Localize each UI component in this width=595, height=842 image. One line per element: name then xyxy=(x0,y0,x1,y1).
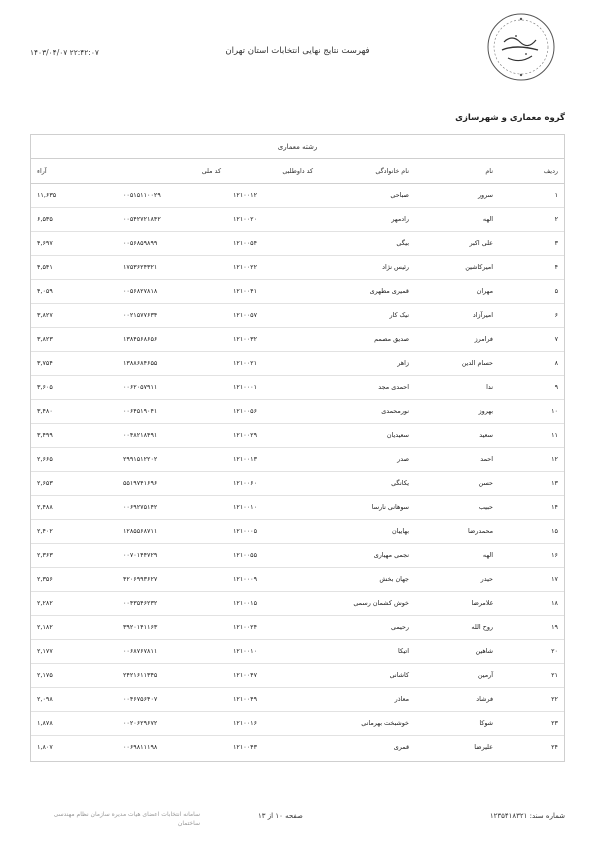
cell-row-number: ۱۴ xyxy=(499,495,564,519)
cell-first-name: آرمین xyxy=(415,663,499,687)
page-header xyxy=(0,0,595,100)
cell-national-id: ۰۰۷۰۱۴۴۷۲۹ xyxy=(117,543,227,567)
cell-first-name: سرور xyxy=(415,183,499,207)
cell-national-id: ۰۰۴۶۷۵۶۴۰۷ xyxy=(117,687,227,711)
cell-votes: ۲,۳۵۶ xyxy=(31,567,117,591)
table-row xyxy=(31,615,564,639)
cell-row-number: ۱۵ xyxy=(499,519,564,543)
cell-first-name: حیدر xyxy=(415,567,499,591)
cell-votes: ۲,۳۶۳ xyxy=(31,543,117,567)
table-row xyxy=(31,279,564,303)
cell-last-name: رادمهر xyxy=(319,207,415,231)
cell-row-number: ۱۱ xyxy=(499,423,564,447)
cell-row-number: ۱۳ xyxy=(499,471,564,495)
cell-row-number: ۲۳ xyxy=(499,711,564,735)
footer-system-note: سامانه انتخابات اعضای هیات مدیره سازمان نظام مهندسی ساختمان xyxy=(53,811,200,827)
cell-row-number: ۴ xyxy=(499,255,564,279)
cell-candidate-code: ۱۲۱۰۰۵۶ xyxy=(227,399,319,423)
cell-first-name: الهه xyxy=(415,207,499,231)
table-row xyxy=(31,231,564,255)
cell-votes: ۲,۶۶۵ xyxy=(31,447,117,471)
cell-votes: ۱,۸۰۷ xyxy=(37,743,53,752)
cell-first-name: بهروز xyxy=(415,399,499,423)
cell-candidate-code: ۱۲۱۰۰۰۹ xyxy=(227,567,319,591)
cell-candidate-code: ۱۲۱۰۰۰۱ xyxy=(227,375,319,399)
table-row xyxy=(31,735,564,759)
cell-national-id: ۰۰۵۶۸۲۷۸۱۸ xyxy=(117,279,227,303)
cell-first-name: محمدرضا xyxy=(415,519,499,543)
cell-row-number: ۳ xyxy=(499,231,564,255)
cell-national-id: ۰۰۶۸۷۶۷۸۱۱ xyxy=(117,639,227,663)
table-header-row xyxy=(31,159,564,183)
cell-votes: ۱,۸۷۸ xyxy=(31,711,117,735)
cell-votes: ۲,۱۷۵ xyxy=(31,663,117,687)
table-row xyxy=(31,207,564,231)
cell-first-name: الهه xyxy=(415,543,499,567)
cell-national-id: ۴۲۰۶۹۹۳۶۲۷ xyxy=(117,567,227,591)
cell-last-name: اتیکا xyxy=(319,639,415,663)
cell-votes: ۳,۷۵۴ xyxy=(31,351,117,375)
cell-row-number: ۶ xyxy=(499,303,564,327)
table-body xyxy=(31,183,564,759)
cell-candidate-code: ۱۲۱۰۰۴۷ xyxy=(227,663,319,687)
cell-last-name: یکانگی xyxy=(319,471,415,495)
cell-votes: ۳,۴۹۹ xyxy=(31,423,117,447)
table-row xyxy=(31,519,564,543)
cell-first-name: ندا xyxy=(415,375,499,399)
cell-candidate-code: ۱۲۱۰۰۲۴ xyxy=(227,615,319,639)
cell-first-name: فرشاد xyxy=(415,687,499,711)
cell-row-number: ۲۲ xyxy=(499,687,564,711)
cell-national-id: ۱۳۸۴۵۶۸۶۵۶ xyxy=(117,327,227,351)
cell-last-name: جهان بخش xyxy=(319,567,415,591)
cell-last-name: کاشانی xyxy=(319,663,415,687)
table-row xyxy=(31,543,564,567)
cell-candidate-code: ۱۲۱۰۰۳۲ xyxy=(227,327,319,351)
page-footer xyxy=(0,808,595,838)
table-row xyxy=(31,447,564,471)
cell-candidate-code: ۱۲۱۰۰۵۴ xyxy=(227,231,319,255)
cell-national-id: ۱۳۸۸۶۸۴۶۵۵ xyxy=(117,351,227,375)
cell-national-id: ۰۰۶۲۰۵۷۹۱۱ xyxy=(117,375,227,399)
cell-first-name: علیرضا xyxy=(474,743,493,752)
cell-row-number: ۷ xyxy=(499,327,564,351)
table-row xyxy=(31,399,564,423)
cell-candidate-code: ۱۲۱۰۰۲۲ xyxy=(227,255,319,279)
table-row xyxy=(31,303,564,327)
cell-votes: ۲,۶۵۳ xyxy=(31,471,117,495)
cell-last-name: قمری xyxy=(393,743,409,752)
cell-last-name: معاذر xyxy=(319,687,415,711)
col-header-candidate-code: کد داوطلبی xyxy=(227,159,319,183)
table-caption: رشته معماری xyxy=(31,135,564,159)
results-table xyxy=(31,159,564,759)
cell-national-id: ۰۰۵۶۸۵۹۸۹۹ xyxy=(117,231,227,255)
cell-national-id: ۳۹۲۰۱۴۱۱۶۳ xyxy=(117,615,227,639)
table-row xyxy=(31,591,564,615)
cell-first-name: شاهین xyxy=(415,639,499,663)
cell-row-number: ۱ xyxy=(499,183,564,207)
cell-national-id: ۰۰۴۳۵۴۶۲۳۲ xyxy=(117,591,227,615)
table-row xyxy=(31,375,564,399)
cell-national-id: ۰۰۶۹۸۱۱۱۹۸ xyxy=(123,743,158,752)
cell-last-name: بیگی xyxy=(319,231,415,255)
cell-first-name: غلامرضا xyxy=(415,591,499,615)
cell-last-name: خوش کشمان رسمی xyxy=(319,591,415,615)
col-header-national-id: کد ملی xyxy=(117,159,227,183)
cell-first-name: سعید xyxy=(415,423,499,447)
cell-candidate-code: ۱۲۱۰۰۵۷ xyxy=(227,303,319,327)
cell-national-id: ۱۲۸۵۵۶۸۷۱۱ xyxy=(117,519,227,543)
col-header-last-name: نام خانوادگی xyxy=(319,159,415,183)
cell-candidate-code: ۱۲۱۰۰۱۰ xyxy=(227,639,319,663)
cell-first-name: شوکا xyxy=(415,711,499,735)
cell-national-id: ۵۵۱۹۷۴۱۶۹۶ xyxy=(117,471,227,495)
cell-national-id: ۰۰۴۸۲۱۸۴۹۱ xyxy=(117,423,227,447)
cell-row-number: ۲۱ xyxy=(499,663,564,687)
table-row xyxy=(31,639,564,663)
cell-first-name: فرامرز xyxy=(415,327,499,351)
cell-last-name: نیک کار xyxy=(319,303,415,327)
cell-votes: ۳,۸۲۳ xyxy=(31,327,117,351)
table-row xyxy=(31,495,564,519)
cell-national-id: ۲۴۲۱۶۱۱۳۴۵ xyxy=(117,663,227,687)
cell-first-name: احمد xyxy=(415,447,499,471)
cell-row-number: ۱۸ xyxy=(499,591,564,615)
cell-candidate-code: ۱۲۱۰۰۱۳ xyxy=(227,447,319,471)
cell-row-number: ۲۴ xyxy=(551,743,558,752)
table-row xyxy=(31,183,564,207)
cell-votes: ۱۱,۶۳۵ xyxy=(31,183,117,207)
cell-votes: ۳,۴۸۰ xyxy=(31,399,117,423)
cell-last-name: خوشبخت بهرمانی xyxy=(319,711,415,735)
cell-last-name: صدر xyxy=(319,447,415,471)
cell-row-number: ۱۹ xyxy=(499,615,564,639)
table-row xyxy=(31,663,564,687)
cell-national-id: ۰۰۶۹۲۷۵۱۴۲ xyxy=(117,495,227,519)
cell-votes: ۲,۱۷۷ xyxy=(31,639,117,663)
official-seal xyxy=(486,12,556,82)
cell-votes: ۲,۱۸۲ xyxy=(31,615,117,639)
cell-national-id: ۰۰۲۱۵۷۷۶۳۴ xyxy=(117,303,227,327)
cell-national-id: ۰۰۵۱۵۱۱۰۰۲۹ xyxy=(117,183,227,207)
cell-votes: ۴,۶۹۷ xyxy=(31,231,117,255)
cell-votes: ۴,۵۴۱ xyxy=(31,255,117,279)
table-row xyxy=(31,351,564,375)
cell-row-number: ۹ xyxy=(499,375,564,399)
cell-candidate-code: ۱۲۱۰۰۱۶ xyxy=(227,711,319,735)
group-title: گروه معماری و شهرسازی xyxy=(455,113,565,123)
cell-row-number: ۱۶ xyxy=(499,543,564,567)
cell-votes: ۲,۴۸۸ xyxy=(31,495,117,519)
cell-candidate-code: ۱۲۱۰۰۴۱ xyxy=(227,279,319,303)
cell-votes: ۲,۴۰۲ xyxy=(31,519,117,543)
cell-row-number: ۲۰ xyxy=(499,639,564,663)
cell-first-name: حبیب xyxy=(415,495,499,519)
table-row xyxy=(31,327,564,351)
cell-last-name: قمیری مطهری xyxy=(319,279,415,303)
document-id: شماره سند: ۱۲۳۵۴۱۸۳۲۱ xyxy=(489,812,565,820)
cell-candidate-code: ۱۲۱۰۰۶۰ xyxy=(227,471,319,495)
cell-last-name: زاهر xyxy=(319,351,415,375)
cell-last-name: نجمی مهیاری xyxy=(319,543,415,567)
table-row xyxy=(31,567,564,591)
cell-last-name: سوهانی نارسا xyxy=(319,495,415,519)
cell-votes: ۴,۰۵۹ xyxy=(31,279,117,303)
cell-votes: ۲,۰۹۸ xyxy=(31,687,117,711)
report-date: ۱۴۰۳/۰۴/۰۷ ۲۲:۴۲:۰۷ xyxy=(30,48,99,57)
cell-first-name: روح الله xyxy=(415,615,499,639)
cell-first-name: حسام الدین xyxy=(415,351,499,375)
cell-first-name: علی اکبر xyxy=(415,231,499,255)
cell-first-name: مهران xyxy=(415,279,499,303)
cell-row-number: ۸ xyxy=(499,351,564,375)
col-header-votes: آراء xyxy=(31,159,117,183)
cell-votes: ۳,۶۰۵ xyxy=(31,375,117,399)
cell-candidate-code: ۱۲۱۰۰۲۰ xyxy=(227,207,319,231)
results-table-container xyxy=(30,134,565,762)
cell-national-id: ۲۹۹۱۵۱۲۲۰۲ xyxy=(117,447,227,471)
cell-candidate-code: ۱۲۱۰۰۱۲ xyxy=(227,183,319,207)
cell-last-name: صدیق مصمم xyxy=(319,327,415,351)
cell-last-name: سعیدیان xyxy=(319,423,415,447)
cell-national-id: ۰۰۲۰۶۲۹۶۷۲ xyxy=(117,711,227,735)
cell-last-name: نورمحمدی xyxy=(319,399,415,423)
cell-row-number: ۱۲ xyxy=(499,447,564,471)
page-number: صفحه ۱۰ از ۱۳ xyxy=(258,812,303,820)
cell-national-id: ۰۰۶۴۵۱۹۰۴۱ xyxy=(117,399,227,423)
cell-national-id: ۰۰۵۴۲۷۲۱۸۴۲ xyxy=(117,207,227,231)
cell-last-name: رئیس نژاد xyxy=(319,255,415,279)
cell-candidate-code: ۱۲۱۰۰۲۱ xyxy=(227,351,319,375)
cell-candidate-code: ۱۲۱۰۰۰۵ xyxy=(227,519,319,543)
cell-votes: ۶,۵۳۵ xyxy=(31,207,117,231)
cell-row-number: ۵ xyxy=(499,279,564,303)
table-row xyxy=(31,711,564,735)
cell-candidate-code: ۱۲۱۰۰۲۹ xyxy=(227,423,319,447)
cell-candidate-code: ۱۲۱۰۰۴۹ xyxy=(227,687,319,711)
cell-last-name: بهاییان xyxy=(319,519,415,543)
table-row xyxy=(31,687,564,711)
cell-first-name: امیرآزاد xyxy=(415,303,499,327)
col-header-row-number: ردیف xyxy=(499,159,564,183)
cell-national-id: ۱۷۵۳۶۲۴۳۲۱ xyxy=(117,255,227,279)
cell-first-name: حسن xyxy=(415,471,499,495)
cell-votes: ۳,۸۲۷ xyxy=(31,303,117,327)
cell-row-number: ۲ xyxy=(499,207,564,231)
cell-candidate-code: ۱۲۱۰۰۴۳ xyxy=(233,743,258,752)
col-header-first-name: نام xyxy=(415,159,499,183)
table-row xyxy=(31,423,564,447)
cell-first-name: امیرکاشین xyxy=(415,255,499,279)
table-row xyxy=(31,255,564,279)
cell-last-name: رحیمی xyxy=(319,615,415,639)
cell-candidate-code: ۱۲۱۰۰۱۵ xyxy=(227,591,319,615)
report-title: فهرست نتایج نهایی انتخابات استان تهران xyxy=(225,46,370,56)
cell-candidate-code: ۱۲۱۰۰۱۰ xyxy=(227,495,319,519)
cell-last-name: احمدی مجد xyxy=(319,375,415,399)
cell-last-name: صباحی xyxy=(319,183,415,207)
table-row xyxy=(31,471,564,495)
cell-votes: ۲,۲۸۲ xyxy=(31,591,117,615)
cell-row-number: ۱۰ xyxy=(499,399,564,423)
cell-row-number: ۱۷ xyxy=(499,567,564,591)
cell-candidate-code: ۱۲۱۰۰۵۵ xyxy=(227,543,319,567)
